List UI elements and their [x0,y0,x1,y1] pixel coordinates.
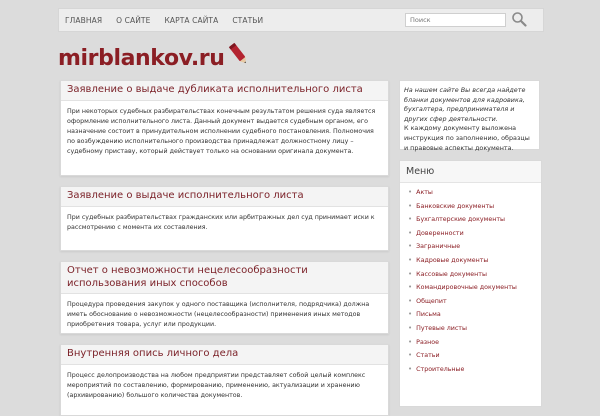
bullet-icon: • [408,364,413,373]
bullet-icon: • [408,255,413,264]
nav-item-home[interactable]: ГЛАВНАЯ [65,15,103,25]
logo-text: mirblankov.ru [58,45,225,71]
bullet-icon: • [408,351,413,360]
post-title[interactable]: Внутренняя опись личного дела [61,345,388,365]
site-logo[interactable] [58,40,249,76]
post-card [60,80,389,176]
menu-item-miscellaneous[interactable]: • Разное [408,337,439,346]
post-excerpt: Процедура проведения закупок у одного поставщика (исполнителя, подрядчика) должна иметь обоснование о невозможности (нецелесообразности) применения иных методов приобретения товара, услуг или продукции. [67,301,370,328]
bullet-icon: • [408,323,413,332]
nav-item-articles[interactable]: СТАТЬИ [232,15,264,25]
search-input[interactable] [405,13,506,27]
post-title[interactable]: Отчет о невозможности нецелесообразности использования иных способов [61,262,388,294]
bullet-icon: • [408,310,413,319]
post-excerpt: При судебных разбирательствах гражданских или арбитражных дел суд принимает иски к рассмотрению с момента их составления. [67,213,375,231]
nav-item-about[interactable]: О САЙТЕ [116,15,151,25]
menu-item-waybills[interactable]: • Путевые листы [408,323,467,332]
pencil-icon [227,41,249,71]
post-title[interactable]: Заявление о выдаче исполнительного листа [61,187,388,207]
menu-item-cash-documents[interactable]: • Кассовые документы [408,269,487,278]
search-icon[interactable] [511,11,527,27]
menu-widget [399,160,542,407]
post-card [60,344,389,416]
bullet-icon: • [408,337,413,346]
about-widget [399,80,540,150]
menu-item-powers-of-attorney[interactable]: • Доверенности [408,228,464,237]
nav-item-sitemap[interactable]: КАРТА САЙТА [164,15,219,25]
bullet-icon: • [408,242,413,251]
menu-item-letters[interactable]: • Письма [408,310,441,319]
bullet-icon: • [408,296,413,305]
menu-item-construction[interactable]: • Строительные [408,364,465,373]
post-card [60,261,389,334]
main-nav [59,9,270,31]
post-title[interactable]: Заявление о выдаче дубликата исполнительного листа [61,81,388,101]
menu-item-catering[interactable]: • Общепит [408,296,447,305]
menu-item-articles[interactable]: • Статьи [408,351,440,360]
bullet-icon: • [408,228,413,237]
post-card [60,186,389,251]
bullet-icon: • [408,201,413,210]
bullet-icon: • [408,283,413,292]
menu-item-foreign[interactable]: • Заграничные [408,242,461,251]
menu-item-accounting-documents[interactable]: • Бухгалтерские документы [408,215,505,224]
menu-item-hr-documents[interactable]: • Кадровые документы [408,255,489,264]
menu-title: Меню [400,161,541,183]
post-excerpt: Процесс делопроизводства на любом предприятии представляет собой целый комплекс мероприятий по составлению, формированию, применению, актуализации и хранению (архивированию) большого количества документов. [67,371,366,399]
menu-item-acts[interactable]: • Акты [408,188,433,196]
menu-item-bank-documents[interactable]: • Банковские документы [408,201,495,210]
menu-list [400,183,541,376]
about-intro: На нашем сайте Вы всегда найдете бланки документов для кадровика, бухгалтера, предпринимателя и других сфер деятельности. [404,86,526,123]
bullet-icon: • [408,215,413,224]
bullet-icon: • [408,269,413,278]
top-navigation-bar [58,8,544,32]
bullet-icon: • [408,188,413,196]
menu-item-travel-documents[interactable]: • Командировочные документы [408,283,517,292]
post-excerpt: При некоторых судебных разбирательствах конечным результатом решения суда является оформление исполнительного листа. Данный документ выдается судебным органом, его назначение состоит в принудительном исполнении судебного постановления. Полномочия по возбуждению исполнительного производства принадлежат должностному лицу – судебному приставу, который действует только на основании оригинала документа. [67,107,376,155]
about-text: К каждому документу выложена инструкция по заполнению, образцы и правовые аспекты документа. [404,124,530,152]
